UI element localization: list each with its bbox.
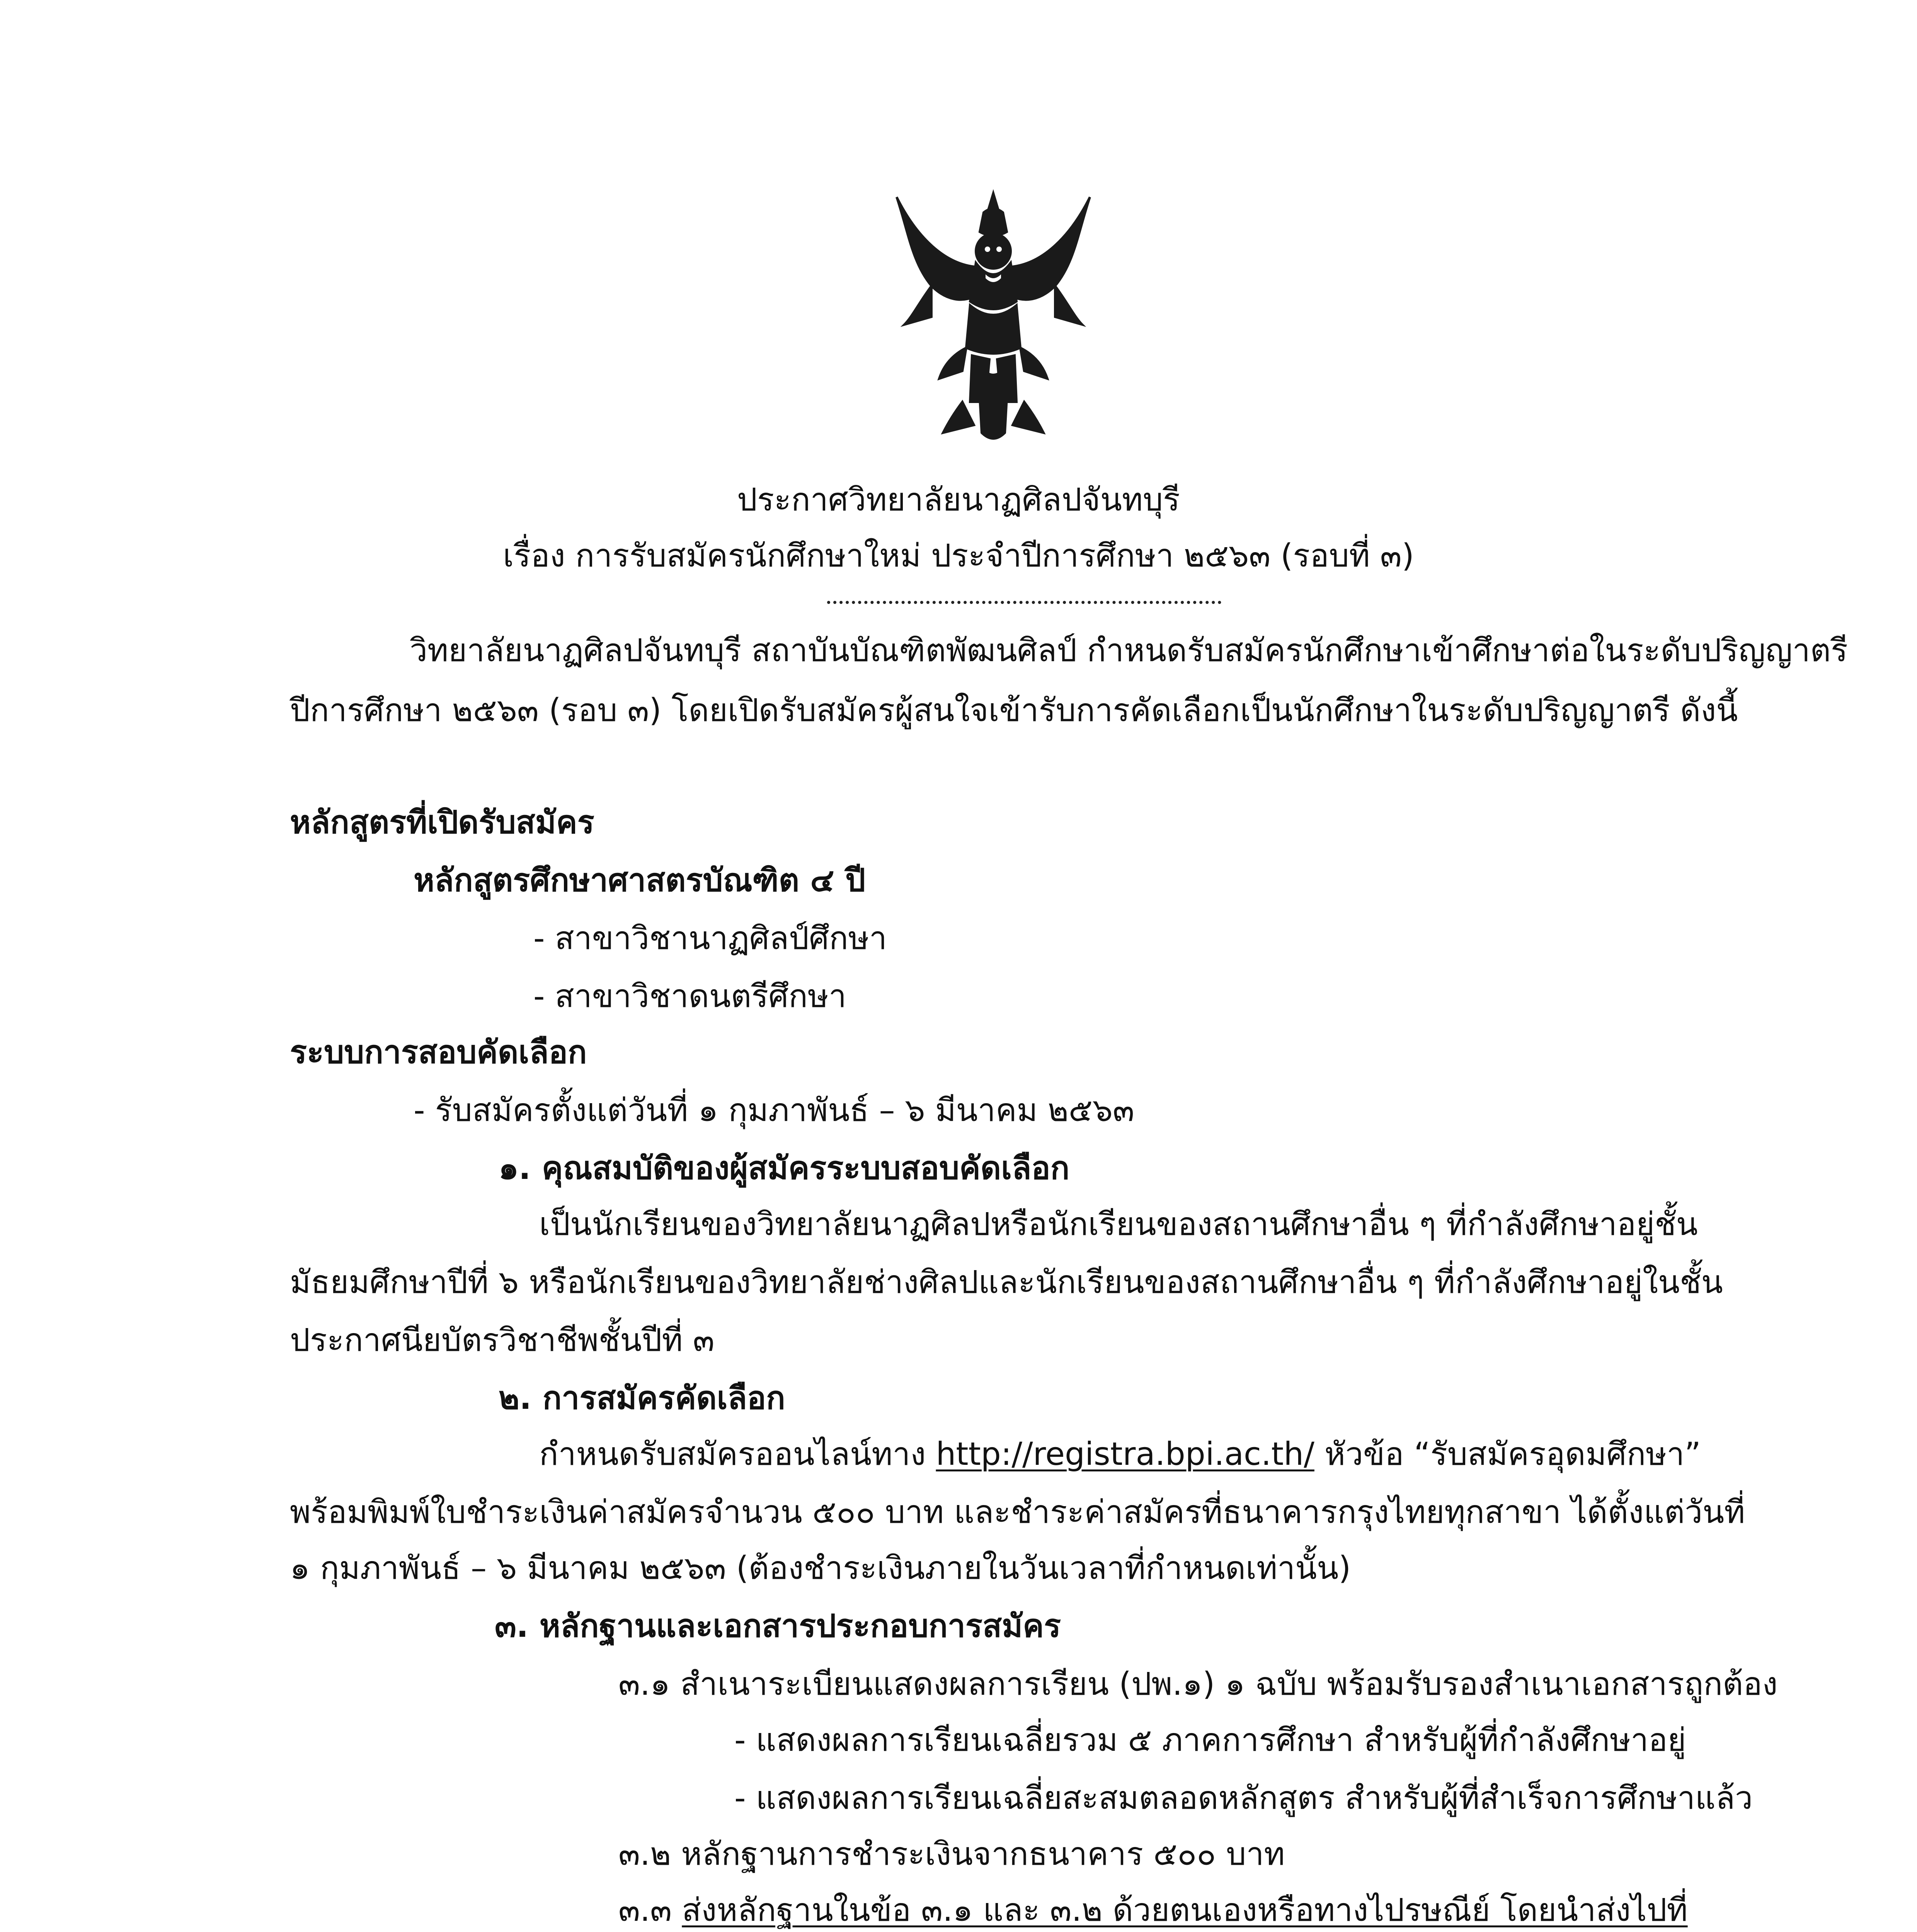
section-2-heading: ๒. การสมัครคัดเลือก — [499, 1380, 785, 1417]
announcement-title: ประกาศวิทยาลัยนาฏศิลปจันทบุรี — [737, 481, 1180, 518]
section-3-heading: ๓. หลักฐานและเอกสารประกอบการสมัคร — [495, 1608, 1061, 1645]
section-3-item: ๓.๑ สำเนาระเบียนแสดงผลการเรียน (ปพ.๑) ๑ ฉบับ พร้อมรับรองสำเนาเอกสารถูกต้อง — [618, 1666, 1778, 1702]
underlined-text: ส่งหลักฐานในข้อ ๓.๑ และ ๓.๒ ด้วยตนเองหรือทางไปรษณีย์ โดยนำส่งไปที่ — [682, 1892, 1688, 1929]
section-2-text: หัวข้อ “รับสมัครอุดมศึกษา” — [1314, 1436, 1701, 1473]
intro-line-2: ปีการศึกษา ๒๕๖๓ (รอบ ๓) โดยเปิดรับสมัครผู้สนใจเข้ารับการคัดเลือกเป็นนักศึกษาในระดับปริญญาตรี ดังนี้ — [290, 692, 1738, 729]
section-2-text: กำหนดรับสมัครออนไลน์ทาง — [539, 1436, 936, 1473]
major-item: - สาขาวิชานาฏศิลป์ศึกษา — [533, 920, 887, 957]
major-item: - สาขาวิชาดนตรีศึกษา — [533, 978, 846, 1015]
section-3-subitem: - แสดงผลการเรียนเฉลี่ยสะสมตลอดหลักสูตร สำหรับผู้ที่สำเร็จการศึกษาแล้ว — [734, 1780, 1753, 1816]
item-number: ๓.๓ — [618, 1892, 682, 1929]
garuda-emblem-icon — [873, 185, 1113, 456]
selection-heading: ระบบการสอบคัดเลือก — [290, 1034, 587, 1071]
title-divider — [827, 601, 1221, 604]
section-2-line-2: พร้อมพิมพ์ใบชำระเงินค่าสมัครจำนวน ๕๐๐ บาท และชำระค่าสมัครที่ธนาคารกรุงไทยทุกสาขา ได้ตั้งแต่วันที่ — [290, 1494, 1745, 1531]
announcement-subject: เรื่อง การรับสมัครนักศึกษาใหม่ ประจำปีการศึกษา ๒๕๖๓ (รอบที่ ๓) — [503, 537, 1414, 574]
section-1-line: มัธยมศึกษาปีที่ ๖ หรือนักเรียนของวิทยาลัยช่างศิลปและนักเรียนของสถานศึกษาอื่น ๆ ที่กำลังศึกษาอยู่ในชั้น — [290, 1264, 1723, 1301]
intro-line-1: วิทยาลัยนาฏศิลปจันทบุรี สถาบันบัณฑิตพัฒนศิลป์ กำหนดรับสมัครนักศึกษาเข้าศึกษาต่อในระดับปริญญาตรี — [410, 632, 1848, 669]
programs-heading: หลักสูตรที่เปิดรับสมัคร — [290, 804, 594, 841]
section-2-line-1 — [539, 1435, 1701, 1473]
application-period: - รับสมัครตั้งแต่วันที่ ๑ กุมภาพันธ์ – ๖ มีนาคม ๒๕๖๓ — [414, 1092, 1135, 1129]
section-1-line: ประกาศนียบัตรวิชาชีพชั้นปีที่ ๓ — [290, 1322, 715, 1359]
section-2-line-3: ๑ กุมภาพันธ์ – ๖ มีนาคม ๒๕๖๓ (ต้องชำระเงินภายในวันเวลาที่กำหนดเท่านั้น) — [290, 1550, 1351, 1587]
registration-link[interactable]: http://registra.bpi.ac.th/ — [936, 1436, 1314, 1473]
section-3-subitem: - แสดงผลการเรียนเฉลี่ยรวม ๕ ภาคการศึกษา สำหรับผู้ที่กำลังศึกษาอยู่ — [734, 1722, 1686, 1759]
degree-name: หลักสูตรศึกษาศาสตรบัณฑิต ๔ ปี — [414, 862, 866, 899]
section-3-item — [618, 1891, 1688, 1929]
section-3-item: ๓.๒ หลักฐานการชำระเงินจากธนาคาร ๕๐๐ บาท — [618, 1836, 1285, 1872]
section-1-heading: ๑. คุณสมบัติของผู้สมัครระบบสอบคัดเลือก — [499, 1150, 1070, 1187]
section-1-line: เป็นนักเรียนของวิทยาลัยนาฏศิลปหรือนักเรียนของสถานศึกษาอื่น ๆ ที่กำลังศึกษาอยู่ชั้น — [539, 1206, 1698, 1243]
